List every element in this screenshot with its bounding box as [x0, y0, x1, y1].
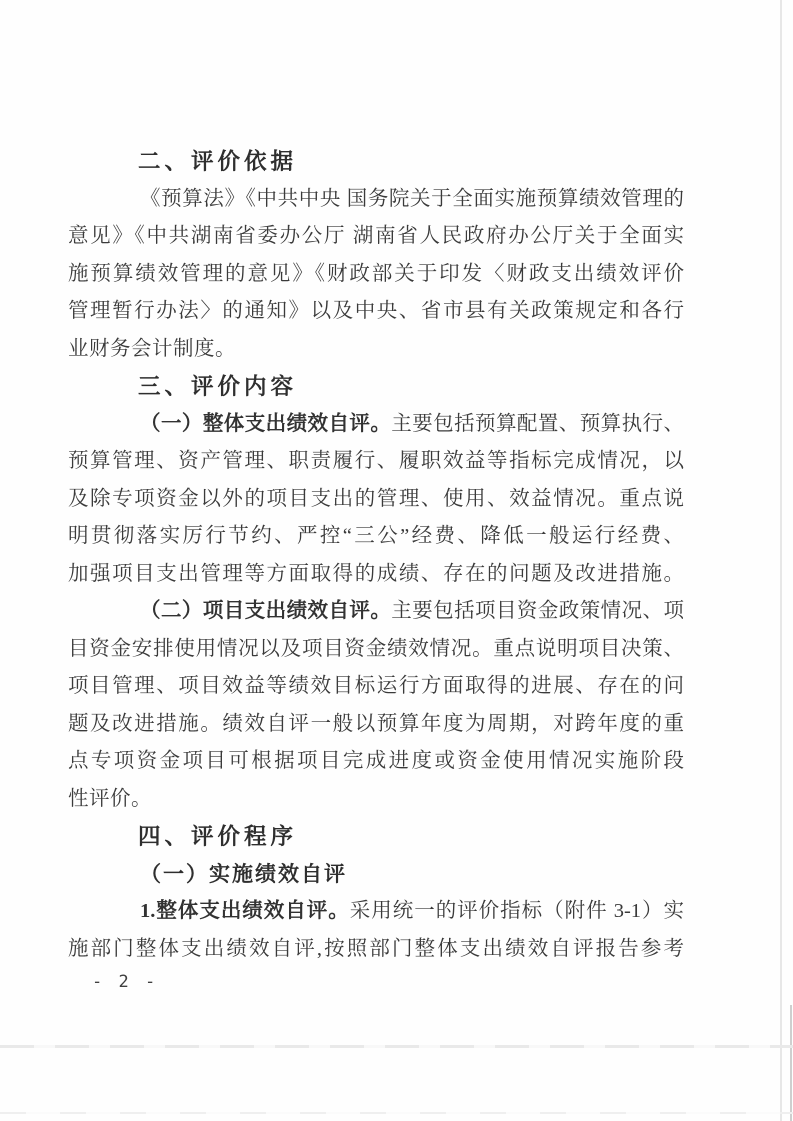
text-line: 管理暂行办法〉的通知》以及中央、省市县有关政策规定和各行	[68, 300, 684, 322]
paragraph-text: 主要包括预算配置、预算执行、	[391, 412, 684, 435]
text-line: 项目管理、项目效益等绩效目标运行方面取得的进展、存在的问	[68, 675, 684, 697]
page-number: - 2 -	[92, 972, 159, 992]
paragraph-text: 采用统一的评价指标（附件 3-1）实	[349, 900, 684, 922]
text-line: 施预算绩效管理的意见》《财政部关于印发〈财政支出绩效评价	[68, 262, 684, 285]
text-line: 施部门整体支出绩效自评,按照部门整体支出绩效自评报告参考	[68, 937, 684, 960]
text-line: 意见》《中共湖南省委办公厅 湖南省人民政府办公厅关于全面实	[68, 225, 684, 247]
text-line	[68, 406, 684, 444]
text-line: 《预算法》《中共中央 国务院关于全面实施预算绩效管理的	[140, 187, 684, 210]
text-line	[68, 593, 684, 631]
section-heading-evaluation-procedure: 四、评价程序	[138, 824, 298, 849]
scan-artifact-streak	[0, 1112, 793, 1114]
text-line: 预算管理、资产管理、职责履行、履职效益等指标完成情况，以	[68, 450, 684, 472]
scan-artifact-vertical-line	[780, 0, 782, 1121]
section-heading-evaluation-content: 三、评价内容	[138, 374, 298, 399]
text-line: 明贯彻落实厉行节约、严控“三公”经费、降低一般运行经费、	[68, 525, 684, 547]
text-line	[68, 893, 684, 931]
paragraph-lead-project: （二）项目支出绩效自评。	[140, 600, 392, 622]
paragraph-lead-selfassess: 1.整体支出绩效自评。	[140, 900, 350, 922]
text-line: 业财务会计制度。	[68, 337, 236, 360]
subsection-heading-implement-self-evaluation: （一）实施绩效自评	[140, 861, 347, 886]
text-line: 加强项目支出管理等方面取得的成绩、存在的问题及改进措施。	[68, 562, 684, 585]
scan-artifact-right-edge	[790, 1005, 792, 1121]
section-heading-evaluation-basis: 二、评价依据	[138, 149, 298, 174]
document-body	[68, 143, 684, 968]
text-line: 点专项资金项目可根据项目完成进度或资金使用情况实施阶段	[68, 750, 684, 772]
paragraph-text: 主要包括项目资金政策情况、项	[391, 600, 684, 622]
text-line: 目资金安排使用情况以及项目资金绩效情况。重点说明项目决策、	[68, 637, 684, 660]
scan-artifact-streak	[0, 1045, 793, 1048]
text-line: 性评价。	[68, 787, 152, 810]
text-line: 及除专项资金以外的项目支出的管理、使用、效益情况。重点说	[68, 487, 684, 510]
text-line: 题及改进措施。绩效自评一般以预算年度为周期，对跨年度的重	[68, 712, 684, 735]
paragraph-lead-overall: （一）整体支出绩效自评。	[140, 412, 392, 435]
